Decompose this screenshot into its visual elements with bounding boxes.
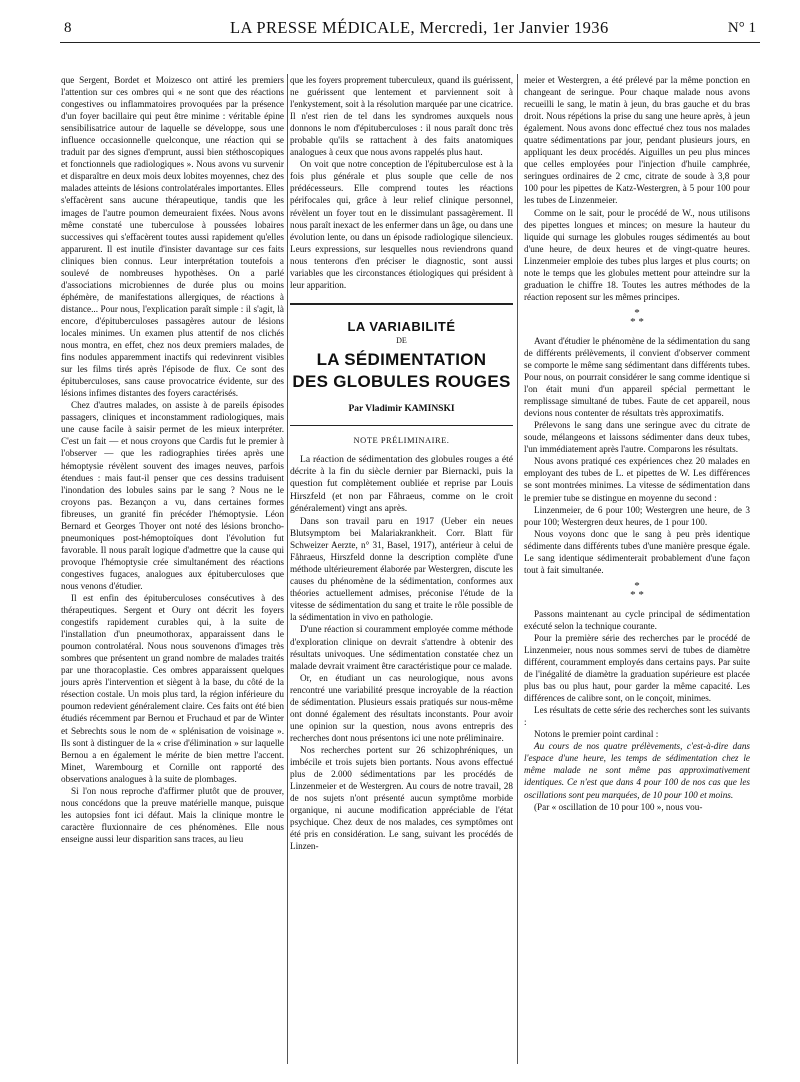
paragraph: D'une réaction si couramment employée comme méthode d'exploration clinique on devrait s'attendre à obtenir des résultats univoques. Une sédimentation constatée chez un malade devrait vraiment être caractéristique pour ce malade. xyxy=(290,624,513,671)
article-title-line2: LA SÉDIMENTATION xyxy=(316,349,487,369)
paragraph: Dans son travail paru en 1917 (Ueber ein neues Blutsymptom bei Malariakrankheit. Corr. Blatt für Schweizer Aerzte, n° 31, Basel, 1917), antérieur à celui de Fåhraeus, Hirszfeld donne la description complète d'une méthode ultérieurement élaborée par Westergren, discute les causes du phénomène de la sédimentation, conformes aux théories actuellement admises, préconise l'étude de la vitesse de sédimentation du sang et traite le rôle possible de la sédimentation in vivo en pathologie. xyxy=(290,516,513,623)
paragraph: Il est enfin des épituberculoses consécutives à des thérapeutiques. Sergent et Oury ont décrit les foyers congestifs rapidement curables qui, à la suite de l'installation d'un pneumothorax, apparaissent dans le poumon controlatéral. Nous nous souvenons d'images très sombres que présentent un grand nombre de malades traités par une thoracoplastie. Ces ombres apparaissent quelques jours après l'intervention et siègent à la base, du côté de la résection costale. Un mois plus tard, la région inférieure du poumon redevient généralement claire. Ces faits ont été bien étudiés récemment par Bernou et Fruchaud et par de Winter et Sebrechts sous le nom de « splénisation de voisinage ». Ils sont à distinguer de la « crise d'élimination » sur laquelle Bernou a en également le mérite de bien mettre l'accent. Minet, Warembourg et Cornille ont rapporté des observations analogues à la suite de plombages. xyxy=(61,593,284,784)
note-label: NOTE PRÉLIMINAIRE. xyxy=(353,434,450,445)
article-title-line3: DES GLOBULES ROUGES xyxy=(292,371,511,391)
paragraph: Passons maintenant au cycle principal de sédimentation exécuté selon la technique courante. xyxy=(524,608,750,631)
page-number: 8 xyxy=(64,20,72,36)
paragraph: Notons le premier point cardinal : xyxy=(534,729,659,740)
paragraph: que Sergent, Bordet et Moizesco ont attiré les premiers l'attention sur ces ombres qui « ne sont que des réactions congestives ou inflammatoires provoquées par la présence d'un foyer bacillaire qui peut être minime : véritable épine sensibilisatrice autour de laquelle se développe, sous une influence occasionnelle quelconque, une réaction qui se traduit par des signes d'emprunt, aussi bien stéthoscopiques et fonctionnels que radiologiques ». Nous avons vu survenir et disparaître en deux mois deux lobites moyennes, chez des malades atteints de lésions controlatérales importantes. Elles s'effacèrent sans aucune thérapeutique, tandis que les images de l'autre poumon demeuraient fixées. Nous avons même constaté une tuberculose à poussées lobaires successives qui s'effacèrent toutes aussi rapidement qu'elles apparurent. Il est inutile d'insister davantage sur ces faits cliniques bien connus. Leur interprétation toutefois a soulevé de nombreuses hypothèses. On a parlé d'associations microbiennes de durée plus ou moins éphémère, de manifestations allergiques, de réactions à distance... Pour nous, l'explication paraît simple : il s'agit, là encore, d'épituberculoses passagères autour de lésions locales minimes. Un examen plus attentif de nos clichés nous montra, en effet, chez nos deux premiers malades, de fins nodules apparemment inactifs qui redevinrent visibles sur les films tirés après l'épisode de flux. Ce sont des épituberculoses, sans cause provocatrice évidente, sur des lésions infimes distantes des foyers caractérisés. xyxy=(61,75,284,399)
paragraph: meier et Westergren, a été prélevé par la même ponction en changeant de seringue. Pour chaque malade nous avons recueilli le sang, le matin à jeun, du bras gauche et du bras droit. Nous répétions la prise du sang une heure après, à jeun également. Nous avons donc effectué chez tous nos malades quatre sédimentations par jour, pendant plusieurs jours, en appliquant les deux procédés. Aiguilles un peu plus minces que celles employées pour l'injection d'huile camphrée, seringues ordinaires de 2 cmc, citrate de soude à 3,8 pour 100 pour les pipettes de Katz-Westergren, à 5 pour 100 pour les tubes de Linzenmeier. xyxy=(524,75,750,206)
column-middle xyxy=(290,74,513,852)
section-separator: * * * xyxy=(630,306,644,328)
paragraph: Pour la première série des recherches par le procédé de Linzenmeier, nous nous sommes servi de tubes de diamètre différent, couramment employés dans certains pays. Par suite de l'inégalité de diamètre la graduation supérieure est placée plus bas ou plus haut, pour garder la même capacité. Les différences de calibre sont, on le conçoit, minimes. xyxy=(524,632,750,704)
paragraph: Linzenmeier, de 6 pour 100; Westergren une heure, de 3 pour 100; Westergren deux heures, de 1 pour 100. xyxy=(524,504,750,527)
paragraph: (Par « oscillation de 10 pour 100 », nous vou- xyxy=(534,801,703,812)
paragraph: Si l'on nous reproche d'affirmer plutôt que de prouver, nous concédons que la preuve matérielle manque, puisque les autopsies font ici défaut. Mais la clinique montre le caractère fluxionnaire de ces phénomènes. Elle nous enseigne aussi leur disparition sans traces, au lieu xyxy=(61,785,284,844)
section-separator: * * * xyxy=(630,579,644,601)
column-rule xyxy=(517,74,518,1064)
paragraph: Chez d'autres malades, on assiste à de pareils épisodes passagers, cliniques et inconstamment radiologiques, mais une cause facile à saisir permet de les mieux interpréter. C'est un fait — et nous croyons que Cardis fut le premier à l'observer — que les radiographies tirées après une hémoptysie révèlent souvent des images neuves, parfois étendues : mais faut-il penser que ces dessins traduisent l'inondation des lobules sains par le sang ? Nous ne le croyons pas. Bezançon a vu, dans certaines formes fibreuses, un granité fin précéder l'hémoptysie. Léon Bernard et Georges Thoyer ont noté des lésions broncho-pneumoniques post-hémoptoïques dont l'évolution fut favorable. Il nous paraît logique d'admettre que la cause qui provoque l'hémoptysie crée simultanément des réactions congestives fugaces, analogues aux épituberculoses que nous venons d'étudier. xyxy=(61,400,284,591)
article-author: Par Vladimir KAMINSKI xyxy=(348,403,455,414)
paragraph: Nous avons pratiqué ces expériences chez 20 malades en employant des tubes de L. et pipettes de W. Les différences se sont montrées minimes. La vitesse de sédimentation dans le premier tube se distingue en moyenne du second : xyxy=(524,456,750,503)
paragraph: que les foyers proprement tuberculeux, quand ils guérissent, ne guérissent que lentement et parviennent soit à l'enkystement, soit à la résolution marquée par une cicatrice. Il n'est rien de tel dans les syndromes auxquels nous donnons le nom d'épituberculoses : il nous paraît donc très probable qu'ils se rattachent à des faits anatomiques analogues à ceux que nous avons rappelés plus haut. xyxy=(290,75,513,158)
paragraph: Nous voyons donc que le sang à peu près identique sédimente dans différents tubes d'une manière presque égale. Le sang identique sédimenterait probablement d'une façon tout à fait simultanée. xyxy=(524,528,750,575)
paragraph: Prélevons le sang dans une seringue avec du citrate de soude, mélangeons et laissons sédimenter dans deux tubes, l'un immédiatement après l'autre. Comparons les résultats. xyxy=(524,420,750,455)
paragraph: Or, en étudiant un cas neurologique, nous avons rencontré une variabilité presque incroyable de la réaction de sédimentation. Plusieurs essais pratiqués sur nous-même ont donné également des résultats inconstants. Pour avoir une opinion sur la question, nous avons entrepris des recherches dont nous présentons ici une note préliminaire. xyxy=(290,672,513,743)
paragraph: Comme on le sait, pour le procédé de W., nous utilisons des pipettes longues et minces; on mesure la hauteur du liquide qui surnage les globules rouges sédimentés au bout d'une heure, de deux heures et de vingt-quatre heures. Linzenmeier emploie des tubes plus larges et plus courts; on note le temps que les globules mettent pour atteindre sur la graduation le chiffre 18. Toutes les autres méthodes de la réaction reposent sur les mêmes principes. xyxy=(524,207,750,302)
paragraph: La réaction de sédimentation des globules rouges a été décrite à la fin du siècle dernier par Biernacki, puis la question fut complètement oubliée et reprise par Louis Hirszfeld (et non par Fåhraeus, comme on le croit généralement) vingt ans après. xyxy=(290,454,513,514)
article-title-de: DE xyxy=(396,335,407,345)
column-right xyxy=(524,74,750,813)
paragraph: Au cours de nos quatre prélèvements, c'est-à-dire dans l'espace d'une heure, les temps de sédimentation chez le même malade ne sont même pas approximativement identiques. Ce n'est que dans 4 pour 100 de nos cas que les oscillations sont peu marquées, de 10 pour 100 et moins. xyxy=(524,741,750,800)
paragraph: On voit que notre conception de l'épituberculose est à la fois plus générale et plus souple que celle de nos prédécesseurs. Elle comprend toutes les réactions périfocales qui, grâce à leur relief clinique personnel, révèlent un foyer tout en le dissimulant passagèrement. Il nous paraît inexact de les enfermer dans un âge, ou dans une évolution lente, ou dans un épisode radiologique silencieux. Leurs expressions, sur lesquelles nous reviendrons quand nous tenterons d'en préciser le diagnostic, sont aussi variables que les circonstances étiologiques qui président à leur apparition. xyxy=(290,159,513,290)
article-title-line1: LA VARIABILITÉ xyxy=(347,318,456,334)
journal-title: LA PRESSE MÉDICALE, Mercredi, 1er Janvier 1936 xyxy=(230,18,609,37)
paragraph: Nos recherches portent sur 26 schizophréniques, un imbécile et trois sujets bien portants. Nous avons effectué plus de 2.000 sédimentations par les procédés de Linzenmeier et de Westergren. Au cours de notre travail, 28 de nos sujets n'ont présenté aucun symptôme morbide organique, ni aucune modification appréciable de l'état psychique. Chez deux de nos malades, ces symptômes ont été pris en considération. Le sang, suivant les procédés de Linzen- xyxy=(290,744,513,852)
issue-number: N° 1 xyxy=(727,20,756,36)
page-header xyxy=(60,18,760,43)
article-heading xyxy=(290,303,513,426)
column-rule xyxy=(287,74,288,1064)
column-left xyxy=(61,74,284,845)
paragraph: Les résultats de cette série des recherches sont les suivants : xyxy=(524,705,750,728)
paragraph: Avant d'étudier le phénomène de la sédimentation du sang de différents prélèvements, il convient d'observer comment se comporte le même sang sédimentant dans différents tubes. Pour nous, on pourrait considérer le sang comme identique si l'on était muni d'un appareil spécial permettant le remplissage simultané de tubes. Faute de cet appareil, nous devions nous contenter de résultats très approximatifs. xyxy=(524,335,750,419)
